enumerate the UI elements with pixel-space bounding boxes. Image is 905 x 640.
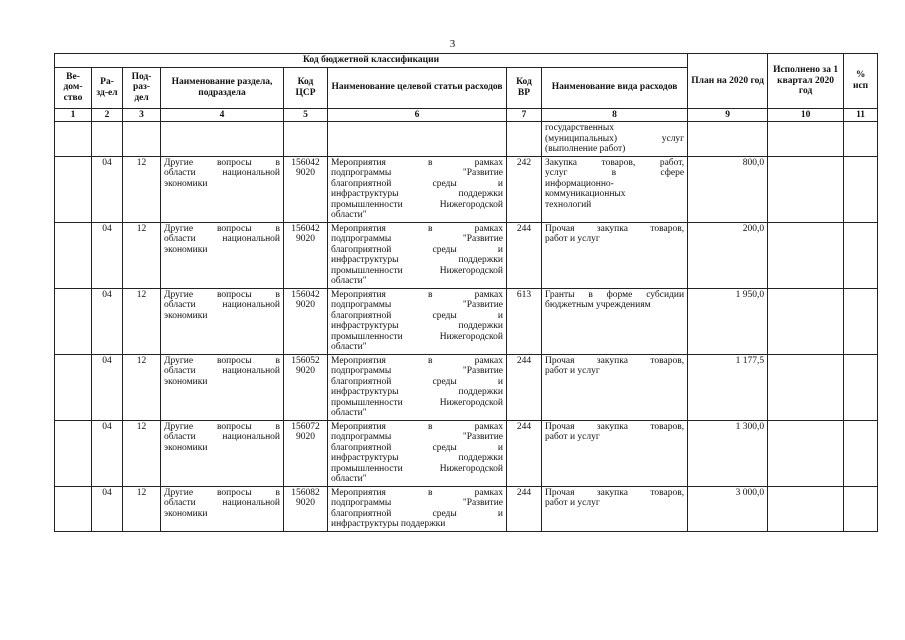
cell-executed	[768, 486, 844, 531]
section-name-line: Другие вопросы в	[164, 355, 280, 366]
cell-executed	[768, 354, 844, 420]
target-line: подпрограммы "Развитие	[331, 234, 503, 244]
cell-expense-kind	[542, 156, 688, 222]
section-name-line: области национальной	[164, 366, 280, 376]
cell-csr-code	[284, 122, 328, 157]
cell-csr-code	[284, 420, 328, 486]
cell-department	[55, 122, 92, 157]
kind-line: работ и услуг	[545, 432, 600, 442]
target-line: подпрограммы "Развитие	[331, 366, 503, 376]
column-number: 10	[768, 108, 844, 122]
kind-line: работ и услуг	[545, 234, 600, 244]
header-subsection: Под-раз-дел	[123, 67, 161, 108]
kind-line: услуг в сфере	[545, 168, 685, 178]
cell-expense-kind	[542, 222, 688, 288]
kind-line: Прочая закупка товаров,	[545, 421, 685, 432]
cell-section: 04	[92, 354, 123, 420]
target-line: подпрограммы "Развитие	[331, 168, 503, 178]
cell-subsection: 12	[123, 222, 161, 288]
header-section-name: Наименование раздела, подраздела	[161, 67, 284, 108]
kind-line: Закупка товаров, работ,	[545, 157, 685, 168]
target-line: Мероприятия в рамках	[331, 487, 503, 498]
cell-vr-code	[507, 122, 542, 157]
target-line: инфраструктуры поддержки	[331, 255, 503, 265]
cell-target-item	[328, 486, 507, 531]
column-number: 5	[284, 108, 328, 122]
cell-expense-kind	[542, 288, 688, 354]
section-name-line: области национальной	[164, 432, 280, 442]
target-line: Мероприятия в рамках	[331, 157, 503, 168]
table-body	[55, 122, 878, 532]
header-group-title: Код бюджетной классификации	[55, 54, 688, 68]
cell-department	[55, 156, 92, 222]
cell-expense-kind	[542, 122, 688, 157]
target-line: подпрограммы "Развитие	[331, 300, 503, 310]
cell-subsection: 12	[123, 288, 161, 354]
cell-section-name	[161, 354, 284, 420]
csr-line: 9020	[296, 300, 315, 310]
cell-subsection: 12	[123, 420, 161, 486]
target-line: промышленности Нижегородской	[331, 331, 503, 342]
cell-plan	[688, 122, 768, 157]
cell-percent	[844, 156, 878, 222]
table-row	[55, 354, 878, 420]
csr-line: 156042	[291, 223, 320, 234]
cell-vr-code: 244	[507, 420, 542, 486]
cell-subsection: 12	[123, 156, 161, 222]
cell-subsection: 12	[123, 354, 161, 420]
cell-section-name	[161, 222, 284, 288]
cell-plan: 3 000,0	[688, 486, 768, 531]
cell-expense-kind	[542, 420, 688, 486]
cell-target-item	[328, 222, 507, 288]
column-number: 3	[123, 108, 161, 122]
cell-executed	[768, 156, 844, 222]
section-name-line: экономики	[164, 442, 208, 453]
kind-line: (муниципальных) услуг	[545, 133, 685, 144]
page-number: 3	[449, 38, 456, 50]
continuation-row	[55, 122, 878, 157]
table-row	[55, 156, 878, 222]
target-line: промышленности Нижегородской	[331, 199, 503, 210]
cell-percent	[844, 122, 878, 157]
kind-line: Прочая закупка товаров,	[545, 223, 685, 234]
cell-target-item	[328, 354, 507, 420]
target-line: области"	[331, 342, 367, 352]
table-row	[55, 288, 878, 354]
section-name-line: экономики	[164, 310, 208, 321]
table-row	[55, 420, 878, 486]
csr-line: 156072	[291, 421, 320, 432]
column-number-row	[55, 108, 878, 122]
cell-section: 04	[92, 420, 123, 486]
target-line: подпрограммы "Развитие	[331, 498, 503, 508]
cell-vr-code: 613	[507, 288, 542, 354]
target-line: промышленности Нижегородской	[331, 265, 503, 276]
cell-department	[55, 222, 92, 288]
section-name-line: экономики	[164, 244, 208, 255]
cell-subsection	[123, 122, 161, 157]
target-line: инфраструктуры поддержки	[331, 321, 503, 331]
section-name-line: области национальной	[164, 234, 280, 244]
section-name-line: экономики	[164, 508, 208, 519]
target-line: благоприятной среды и	[331, 244, 503, 255]
csr-line: 9020	[296, 432, 315, 442]
section-name-line: области национальной	[164, 498, 280, 508]
cell-plan: 800,0	[688, 156, 768, 222]
cell-section-name	[161, 288, 284, 354]
kind-line: Гранты в форме субсидии	[545, 289, 685, 300]
header-csr-code: Код ЦСР	[284, 67, 328, 108]
column-number: 8	[542, 108, 688, 122]
csr-line: 156052	[291, 355, 320, 366]
header-department: Ве-дом-ство	[55, 67, 92, 108]
cell-csr-code	[284, 288, 328, 354]
kind-line: коммуникационных	[545, 189, 626, 199]
column-number: 6	[328, 108, 507, 122]
kind-line: (выполнение работ)	[545, 144, 626, 154]
section-name-line: Другие вопросы в	[164, 487, 280, 498]
target-line: области"	[331, 210, 367, 220]
cell-department	[55, 354, 92, 420]
cell-subsection: 12	[123, 486, 161, 531]
section-name-line: Другие вопросы в	[164, 421, 280, 432]
kind-line: работ и услуг	[545, 366, 600, 376]
cell-target-item	[328, 156, 507, 222]
section-name-line: области национальной	[164, 300, 280, 310]
csr-line: 9020	[296, 168, 315, 178]
target-line: инфраструктуры поддержки	[331, 519, 446, 529]
cell-csr-code	[284, 156, 328, 222]
target-line: благоприятной среды и	[331, 508, 503, 519]
cell-csr-code	[284, 222, 328, 288]
target-line: подпрограммы "Развитие	[331, 432, 503, 442]
column-number: 11	[844, 108, 878, 122]
cell-section-name	[161, 486, 284, 531]
cell-percent	[844, 486, 878, 531]
header-target-item: Наименование целевой статьи расходов	[328, 67, 507, 108]
target-line: промышленности Нижегородской	[331, 397, 503, 408]
column-number: 4	[161, 108, 284, 122]
column-number: 2	[92, 108, 123, 122]
cell-plan: 1 950,0	[688, 288, 768, 354]
column-number: 7	[507, 108, 542, 122]
column-number: 9	[688, 108, 768, 122]
target-line: области"	[331, 408, 367, 418]
budget-table	[54, 53, 878, 532]
cell-percent	[844, 354, 878, 420]
target-line: благоприятной среды и	[331, 442, 503, 453]
target-line: Мероприятия в рамках	[331, 355, 503, 366]
cell-department	[55, 486, 92, 531]
csr-line: 156082	[291, 487, 320, 498]
kind-line: Прочая закупка товаров,	[545, 487, 685, 498]
cell-department	[55, 420, 92, 486]
cell-vr-code: 244	[507, 354, 542, 420]
kind-line: технологий	[545, 199, 592, 210]
target-line: благоприятной среды и	[331, 376, 503, 387]
cell-plan: 1 177,5	[688, 354, 768, 420]
cell-target-item	[328, 420, 507, 486]
header-vr-code: Код ВР	[507, 67, 542, 108]
kind-line: работ и услуг	[545, 498, 600, 508]
cell-percent	[844, 288, 878, 354]
target-line: инфраструктуры поддержки	[331, 453, 503, 463]
cell-expense-kind	[542, 354, 688, 420]
cell-section: 04	[92, 156, 123, 222]
cell-executed	[768, 420, 844, 486]
target-line: благоприятной среды и	[331, 310, 503, 321]
kind-line: информационно-	[545, 178, 614, 189]
cell-executed	[768, 222, 844, 288]
cell-department	[55, 288, 92, 354]
target-line: инфраструктуры поддержки	[331, 189, 503, 199]
target-line: Мероприятия в рамках	[331, 421, 503, 432]
column-number: 1	[55, 108, 92, 122]
cell-section: 04	[92, 222, 123, 288]
target-line: благоприятной среды и	[331, 178, 503, 189]
header-section: Ра-зд-ел	[92, 67, 123, 108]
cell-csr-code	[284, 486, 328, 531]
header-executed: Исполнено за 1 квартал 2020 год	[768, 54, 844, 109]
target-line: Мероприятия в рамках	[331, 289, 503, 300]
table-row	[55, 222, 878, 288]
section-name-line: Другие вопросы в	[164, 223, 280, 234]
cell-plan: 200,0	[688, 222, 768, 288]
section-name-line: экономики	[164, 178, 208, 189]
cell-percent	[844, 222, 878, 288]
cell-section-name	[161, 122, 284, 157]
kind-line: Прочая закупка товаров,	[545, 355, 685, 366]
table-row	[55, 486, 878, 531]
csr-line: 9020	[296, 498, 315, 508]
cell-expense-kind	[542, 486, 688, 531]
header-expense-kind: Наименование вида расходов	[542, 67, 688, 108]
cell-percent	[844, 420, 878, 486]
cell-plan: 1 300,0	[688, 420, 768, 486]
cell-section-name	[161, 420, 284, 486]
cell-target-item	[328, 122, 507, 157]
section-name-line: Другие вопросы в	[164, 157, 280, 168]
cell-target-item	[328, 288, 507, 354]
csr-line: 156042	[291, 289, 320, 300]
section-name-line: области национальной	[164, 168, 280, 178]
target-line: области"	[331, 474, 367, 484]
cell-section: 04	[92, 288, 123, 354]
target-line: Мероприятия в рамках	[331, 223, 503, 234]
cell-executed	[768, 122, 844, 157]
kind-line: государственных	[545, 123, 615, 133]
csr-line: 9020	[296, 234, 315, 244]
target-line: инфраструктуры поддержки	[331, 387, 503, 397]
header-plan: План на 2020 год	[688, 54, 768, 109]
cell-section	[92, 122, 123, 157]
kind-line: бюджетным учреждениям	[545, 300, 651, 310]
csr-line: 9020	[296, 366, 315, 376]
cell-section-name	[161, 156, 284, 222]
csr-line: 156042	[291, 157, 320, 168]
section-name-line: Другие вопросы в	[164, 289, 280, 300]
target-line: области"	[331, 276, 367, 286]
cell-vr-code: 244	[507, 222, 542, 288]
cell-vr-code: 242	[507, 156, 542, 222]
target-line: промышленности Нижегородской	[331, 463, 503, 474]
section-name-line: экономики	[164, 376, 208, 387]
cell-section: 04	[92, 486, 123, 531]
cell-executed	[768, 288, 844, 354]
cell-vr-code: 244	[507, 486, 542, 531]
header-percent: % исп	[844, 54, 878, 109]
cell-csr-code	[284, 354, 328, 420]
